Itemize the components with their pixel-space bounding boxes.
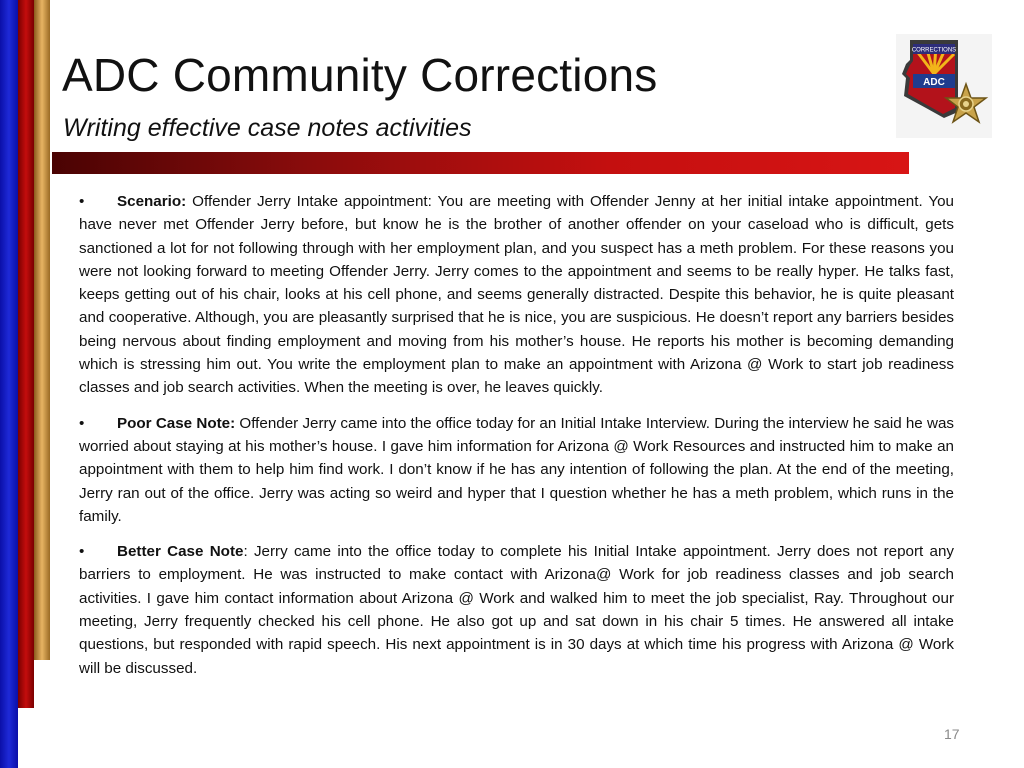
better-case-note-label: Better Case Note — [117, 543, 244, 561]
scenario-text: Offender Jerry Intake appointment: You are meeting with Offender Jenny at her initial intake appointment. You have never met Offender Jerry before, but know he is the brother of another offender on your caseload who is difficult, gets sanctioned a lot for not following through with her employment plan, and you suspect has a meth problem. For these reasons you were not looking forward to meeting Offender Jerry. Jerry comes to the appointment and seems to be really hyper. He talks fast, keeps getting out of his chair, looks at his cell phone, and seems generally distracted. Despite this behavior, he is quite pleasant and cooperative. Although, you are pleasantly surprised that he is nice, you are suspicious. He doesn’t report any barriers besides being nervous about finding employment and moving from his mother’s house. He reports his mother is becoming demanding which is stressing him out. You write the employment plan to make an appointment with Arizona @ Work to start job readiness classes and job search activities. When the meeting is over, he leaves quickly. — [79, 193, 954, 397]
left-border-gold — [34, 0, 50, 660]
poor-case-note-text: Offender Jerry came into the office today for an Initial Intake Interview. During the interview he said he was worried about staying at his mother’s house. I gave him information for Arizona @ Work Resources and instructed him to make an appointment with them to help him find work. I don’t know if he has any intention of following the plan. At the end of the meeting, Jerry ran out of the office. Jerry was acting so weird and hyper that I question whether he has a meth problem, which runs in the family. — [79, 414, 954, 525]
page-number: 17 — [944, 726, 960, 742]
left-border-red — [18, 0, 34, 708]
left-border-blue — [0, 0, 18, 768]
scenario-paragraph — [79, 190, 954, 400]
bullet: • — [79, 193, 85, 210]
logo-top-text: CORRECTIONS — [911, 47, 957, 54]
better-case-note-text: : Jerry came into the office today to complete his Initial Intake appointment. Jerry does not report any barriers to employment. He was instructed to make contact with Arizona@ Work for job readiness classes and job search activities. I gave him contact information about Arizona @ Work and walked him to meet the job specialist, Ray. Throughout our meeting, Jerry frequently checked his cell phone. He also got up and sat down in his chair 5 times. He answered all intake questions, but responded with rapid speech. His next appointment is in 30 days at which time his progress with Arizona @ Work will be discussed. — [79, 543, 955, 677]
bullet: • — [79, 414, 85, 432]
bullet: • — [79, 543, 85, 561]
title-underline-bar — [52, 152, 909, 174]
poor-case-note-label: Poor Case Note: — [117, 414, 236, 432]
poor-case-note-paragraph — [79, 412, 954, 528]
adc-corrections-logo — [896, 34, 992, 138]
scenario-label: Scenario: — [117, 193, 187, 210]
slide-title: ADC Community Corrections — [62, 49, 658, 101]
better-case-note-paragraph — [79, 540, 954, 680]
slide-subtitle: Writing effective case notes activities — [63, 114, 472, 142]
slide-body — [79, 190, 954, 692]
logo-center-text: ADC — [923, 77, 945, 88]
